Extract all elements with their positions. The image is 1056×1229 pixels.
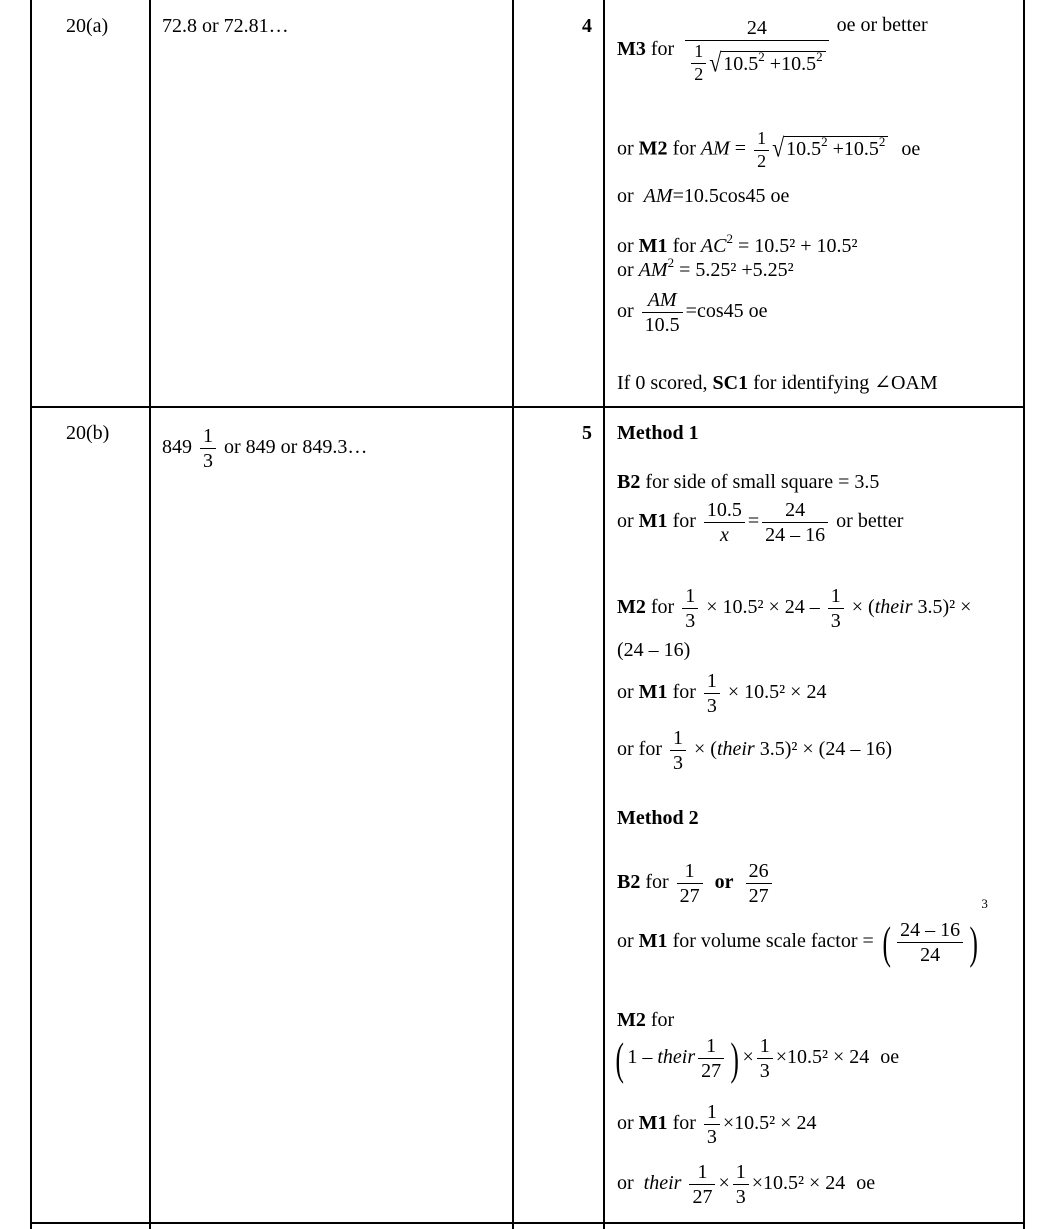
note-am-cos: or AM=10.5cos45 oe (617, 185, 790, 207)
answer-cell: 72.8 or 72.81… (162, 15, 289, 37)
marks-cell: 4 (582, 15, 592, 37)
table-border-left (30, 0, 32, 1229)
note-m2-volume: M2 for $\frac{1}{3}$ × 10.5² × 24 – $\frac{1}{3}$ × (their 3.5)² × (617, 585, 972, 632)
note-m1-small: or for $\frac{1}{3}$ × (their 3.5)² × (24 – 16) (617, 727, 892, 774)
note-method2-their: or their $\frac{1}{27}$ × $\frac{1}{3}$ ×10.5² × 24 oe (617, 1161, 876, 1208)
table-border-right (1023, 0, 1025, 1229)
note-b2: B2 for side of small square = 3.5 (617, 471, 880, 493)
note-m3: M3 for 24 $\frac{1}{2}$ √ $10.5^2 +10.5^2$ oe or better (617, 14, 928, 84)
table-divider-answer (512, 0, 514, 1229)
question-number: 20(b) (66, 422, 110, 444)
note-method2-m2-heading: M2 for (617, 1009, 675, 1031)
answer-cell: 849 $\frac{1}{3}$ or 849 or 849.3… (162, 425, 368, 472)
question-number: 20(a) (66, 15, 109, 37)
note-method2-m1: or M1 for $\frac{1}{3}$ ×10.5² × 24 (617, 1101, 817, 1148)
note-method2-b2: B2 for $\frac{1}{27}$ or $\frac{26}{27}$ (617, 859, 775, 908)
note-am-cos-fraction: or $\frac{AM}{10.5}$ =cos45 oe (617, 289, 768, 336)
note-am-squared: or $AM^2 = 5.25^2 +5.25^2$ (617, 255, 794, 281)
row-separator (30, 406, 1025, 408)
note-m1-ac: or M1 for $AC^2 = 10.5^2 + 10.5^2$ (617, 231, 858, 257)
table-divider-question (149, 0, 151, 1229)
table-divider-marks (603, 0, 605, 1229)
method-1-heading: Method 1 (617, 422, 699, 444)
note-m1-large: or M1 for $\frac{1}{3}$ × 10.5² × 24 (617, 670, 827, 717)
marks-cell: 5 (582, 422, 592, 444)
note-sc1: If 0 scored, SC1 for identifying ∠OAM (617, 372, 938, 394)
note-volume-scale-factor: or M1 for volume scale factor = ( $\frac{24 - 16}{24}$ )$^3$ (617, 896, 988, 968)
table-bottom-rule (30, 1222, 1025, 1224)
method-2-heading: Method 2 (617, 807, 699, 829)
note-m2-volume-cont: (24 – 16) (617, 639, 691, 661)
note-m1-ratio: or M1 for $\frac{10.5}{x}$ = $\frac{24}{24 - 16}$ or better (617, 499, 904, 546)
note-method2-m2-expr: ( 1 – their $\frac{1}{27}$ ) × $\frac{1}{3}$ ×10.5² × 24 oe (615, 1032, 900, 1084)
note-m2: or M2 for AM = $\frac{1}{2}$ √ $10.5^2 +10.5^2$ oe (617, 128, 921, 171)
